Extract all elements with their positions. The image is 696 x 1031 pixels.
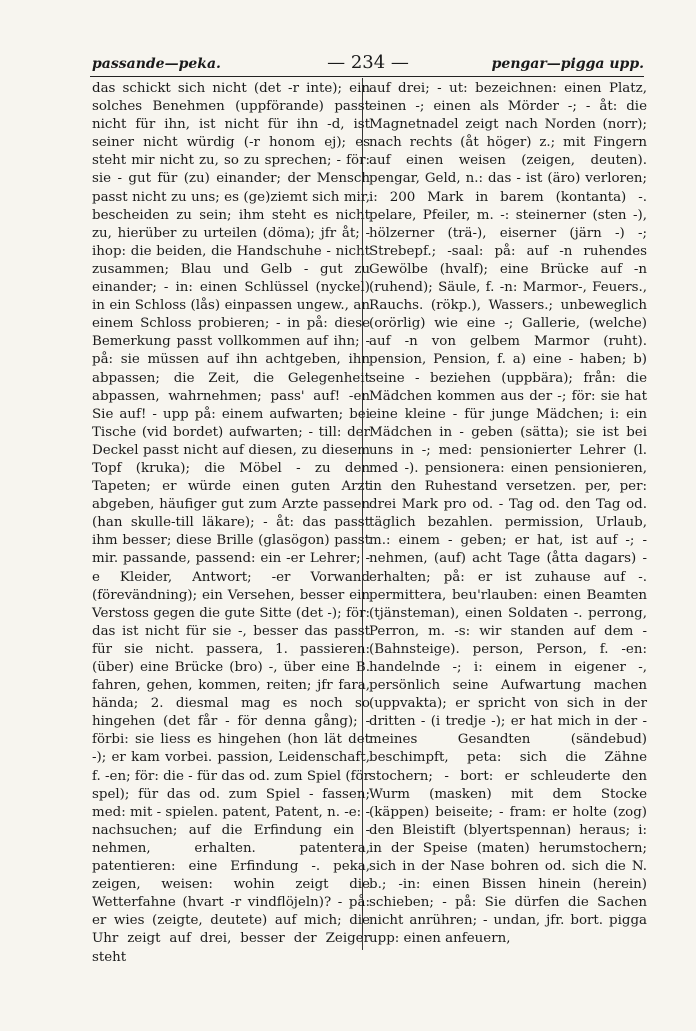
- header-left-guide-words: passande—peka.: [92, 56, 221, 72]
- running-header: [92, 52, 644, 76]
- header-rule: [90, 76, 644, 77]
- page-number: — 234 —: [327, 52, 409, 73]
- left-column-text: das schickt sich nicht (det -r inte); ein solches Benehmen (uppförande) passt nicht für ihn, ist nicht für ihn -d, ist seiner nicht würdig (-r honom ej); es steht mir nicht zu, so zu sprechen; - för: sie - gut für (zu) einander; der Mensch passt nicht zu uns; es (ge)ziemt sich mir, bescheiden zu sein; ihm steht es nicht zu, hierüber zu urteilen (döma); jfr åt; - ihop: die beiden, die Handschuhe - nicht zusammen; Blau und Gelb - gut zu einander; - in: einen Schlüssel (nyckel) in ein Schloss (lås) einpassen ungew., an einem Schloss probieren; - in på: diese Bemerkung passt vollkommen auf ihn; - på: sie müssen auf ihn achtgeben, ihn abpassen; die Zeit, die Gelegenheit abpassen, wahrnehmen; pass' auf! -en Sie auf! - upp på: einem aufwarten; bei Tische (vid bordet) aufwarten; - till: der Deckel passt nicht auf diesen, zu diesem Topf (kruka); die Möbel - zu den Tapeten; er würde einen guten Arzt abgeben, häufiger gut zum Arzte passen (han skulle-till läkare); - åt: das passt ihm besser; diese Brille (glasögon) passt mir. passande, passend: ein -er Lehrer; -e Kleider, Antwort; -er Vorwand (förevändning); ein Versehen, besser ein Verstoss gegen die gute Sitte (det -); för: das ist nicht für sie -, besser das passt für sie nicht. passera, 1. passieren: (über) eine Brücke (bro) -, über eine B. fahren, gehen, kommen, reiten; jfr fara, hända; 2. diesmal mag es noch so hingehen (det får - för denna gång); - förbi: sie liess es hingehen (hon lät det -); er kam vorbei. passion, Leidenschaft, f. -en; för: die - für das od. zum Spiel (för spel); für das od. zum Spiel - fassen; med: mit - spielen. patent, Patent, n. -e: -nachsuchen; auf die Erfindung ein -nehmen, erhalten. patentera, patentieren: eine Erfindung -. peka, zeigen, weisen: wohin zeigt die Wetterfahne (hvart -r vindflöjeln)? - på: er wies (zeigte, deutete) auf mich; die Uhr zeigt auf drei, besser der Zeiger steht: [92, 81, 370, 965]
- header-right-guide-words: pengar—pigga upp.: [491, 56, 644, 72]
- right-column-text: auf drei; - ut: bezeichnen: einen Platz, einen -; einen als Mörder -; - åt: die Magnetnadel zeigt nach Norden (norr); nach rechts (åt höger) z.; mit Fingern auf einen weisen (zeigen, deuten). pengar, Geld, n.: das - ist (äro) verloren; i: 200 Mark in barem (kontanta) -. pelare, Pfeiler, m. -: steinerner (sten -), hölzerner (trä-), eiserner (järn -) -; Strebepf.; -saal: på: auf -n ruhendes Gewölbe (hvalf); eine Brücke auf -n (ruhend); Säule, f. -n: Marmor-, Feuers., Rauchs. (rökp.), Wassers.; unbeweglich (orörlig) wie eine -; Gallerie, (welche) auf -n von gelbem Marmor (ruht). pension, Pension, f. a) eine - haben; b) seine - beziehen (uppbära); från: die Mädchen kommen aus der -; för: sie hat eine kleine - für junge Mädchen; i: ein Mädchen in - geben (sätta); sie ist bei uns in -; med: pensionierter Lehrer (l. med -). pensionera: einen pensionieren, in den Ruhestand versetzen. per, per: drei Mark pro od. - Tag od. den Tag od. täglich bezahlen. permission, Urlaub, m.: einem - geben; er hat, ist auf -; - nehmen, (auf) acht Tage (åtta dagars) - erhalten; på: er ist zuhause auf -. permittera, beu'rlauben: einen Beamten (tjänsteman), einen Soldaten -. perrong, Perron, m. -s: wir standen auf dem -(Bahnsteige). person, Person, f. -en: handelnde -; i: einem in eigener -, persönlich seine Aufwartung machen (uppvakta); er spricht von sich in der dritten - (i tredje -); er hat mich in der - meines Gesandten (sändebud) beschimpft, peta: sich die Zähne stochern; - bort: er schleuderte den Wurm (masken) mit dem Stocke (käppen) beiseite; - fram: er holte (zog) den Bleistift (blyertspennan) heraus; i: in der Speise (maten) herumstochern; sich in der Nase bohren od. sich die N. b.; -in: einen Bissen hinein (herein) schieben; - på: Sie dürfen die Sachen nicht anrühren; - undan, jfr. bort. pigga upp: einen anfeuern,: [369, 81, 647, 947]
